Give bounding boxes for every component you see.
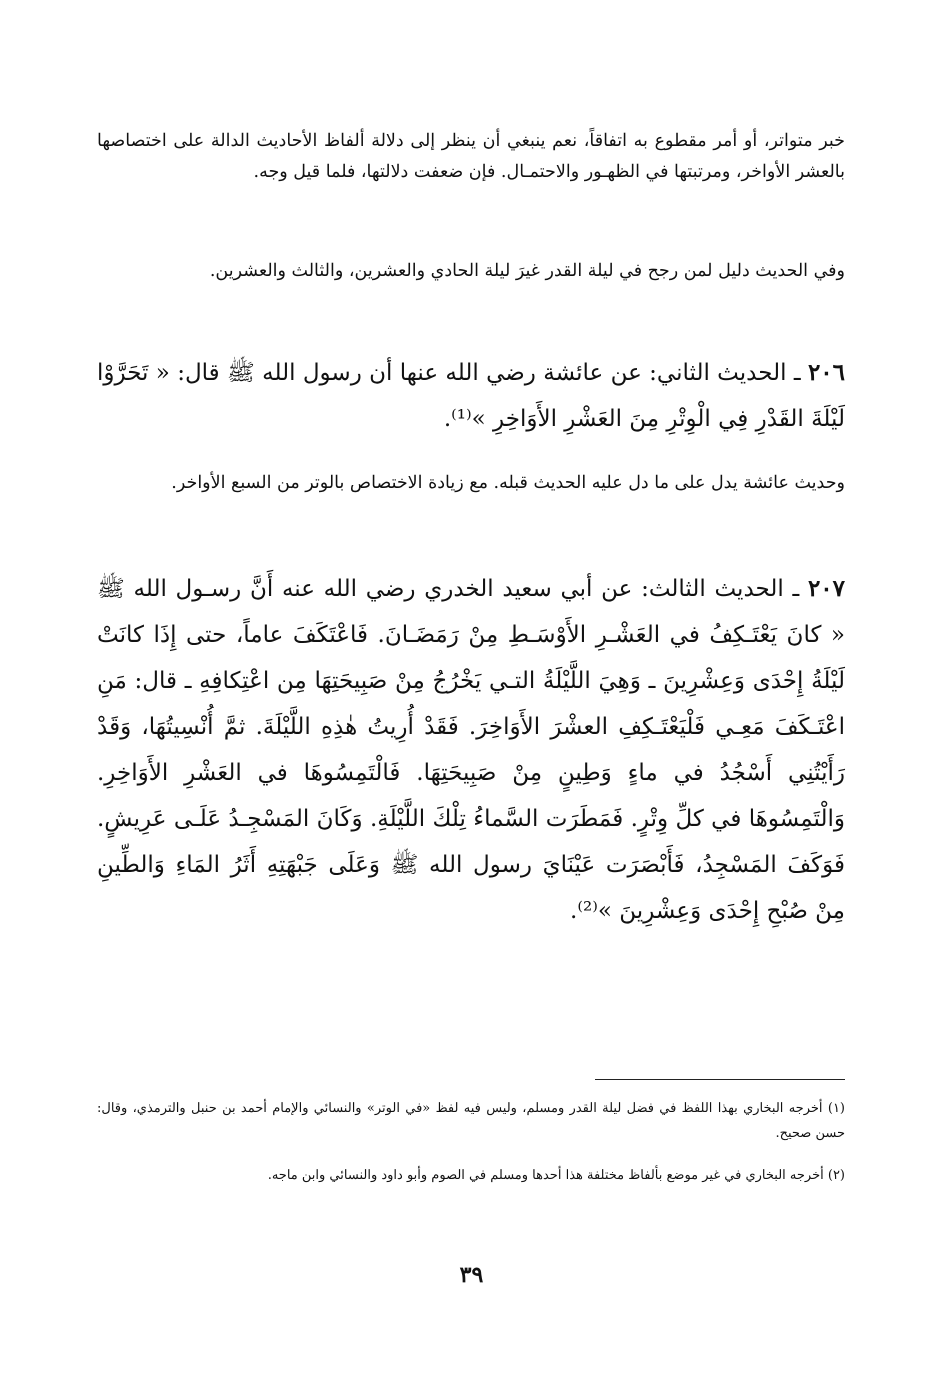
- footnote-2: (٢) أخرجه البخاري في غير موضع بألفاظ مختلفة هذا أحدها ومسلم في الصوم وأبو داود والنسائي وابن ماجه.: [267, 1168, 845, 1183]
- page-number: ٣٩: [459, 1262, 484, 1288]
- footnote-separator: [595, 1079, 845, 1080]
- hadith-207: [97, 566, 845, 934]
- hadith-number-206: ٢٠٦: [807, 359, 845, 386]
- hadith-number-207: ٢٠٧: [807, 575, 845, 602]
- commentary-paragraph-2: وفي الحديث دليل لمن رجح في ليلة القدر غيرَ ليلة الحادي والعشرين، والثالث والعشرين.: [209, 261, 845, 281]
- commentary-paragraph-3: وحديث عائشة يدل على ما دل عليه الحديث قبله. مع زيادة الاختصاص بالوتر من السبع الأواخر.: [171, 473, 845, 493]
- hadith-206-text: ـ الحديث الثاني: عن عائشة رضي الله عنها أن رسول الله ﷺ قال: « تَحَرَّوْا لَيْلَةَ القَدْرِ فِي الْوِتْرِ مِنَ العَشْرِ الأَوَاخِرِ »⁽¹⁾.: [97, 360, 845, 432]
- commentary-paragraph-1: خبر متواتر، أو أمر مقطوع به اتفاقاً، نعم ينبغي أن ينظر إلى دلالة ألفاظ الأحاديث الدالة على اختصاصها بالعشر الأواخر، ومرتبتها في الظهـور والاحتمـال. فإن ضعفت دلالتها، فلما قيل وجه.: [97, 131, 845, 182]
- hadith-206: [97, 350, 845, 442]
- hadith-207-text: ـ الحديث الثالث: عن أبي سعيد الخدري رضي الله عنه أَنَّ رسـول الله ﷺ « كانَ يَعْتَـكِفُ في العَشْـرِ الأَوْسَـطِ مِنْ رَمَضَـانَ. فَاعْتَكَفَ عاماً، حتى إِذَا كانَتْ لَيْلَةُ إِحْدَى وَعِشْرِينَ ـ وَهِيَ اللَّيْلَةُ التـي يَخْرُجُ مِنْ صَبِيحَتِهَا مِن اعْتِكافِهِ ـ قال: مَنِ اعْتَـكَفَ مَعِـي فَلْيَعْتَـكِفِ العشْرَ الأَوَاخِرَ. فَقَدْ أُرِيتُ هٰذِهِ اللَّيْلَةَ. ثمَّ أُنْسِيتُهَا، وَقَدْ رَأَيْتُنِي أَسْجُدُ في ماءٍ وَطِينٍ مِنْ صَبِيحَتِهَا. فَالْتَمِسُوهَا في العَشْرِ الأَوَاخِرِ. وَالْتَمِسُوهَا في كلِّ وِتْرٍ. فَمَطَرَت السَّماءُ تِلْكَ اللَّيْلَةِ. وَكَانَ المَسْجِـدُ عَلَـى عَرِيشٍ. فَوَكَفَ المَسْجِدُ، فَأَبْصَرَت عَيْنَايَ رسول الله ﷺ وَعَلَى جَبْهَتِهِ أَثَرُ المَاءِ وَالطِّينِ مِنْ صُبْحِ إِحْدَى وَعِشْرِينَ »⁽²⁾.: [97, 576, 845, 924]
- footnote-1: (١) أخرجه البخاري بهذا اللفظ في فضل ليلة القدر ومسلم، وليس فيه لفظ «في الوتر» والنسائي والإمام أحمد بن حنبل والترمذي، وقال: حسن صحيح.: [97, 1101, 845, 1141]
